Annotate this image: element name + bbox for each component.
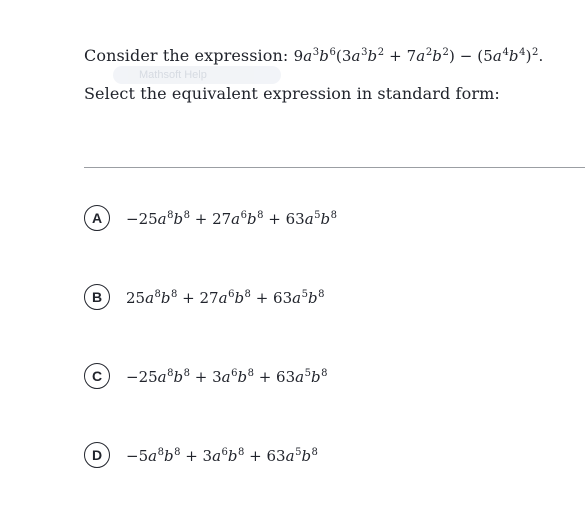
choice-a-badge[interactable]: A [84,205,110,231]
question-expression: $9a^3b^6(3a^3b^2 + 7a^2b^2) - (5a^4b^4)^2$. [293,47,544,65]
choice-c-badge[interactable]: C [84,363,110,389]
choice-d-badge[interactable]: D [84,442,110,468]
question-instruction: Select the equivalent expression in standard form: [84,84,500,103]
choice-d[interactable] [84,442,504,470]
choice-d-expression: $-5a^8b^8 + 3a^6b^8 + 63a^5b^8$ [126,447,318,465]
choice-b[interactable] [84,284,504,312]
choice-a-expression: $-25a^8b^8 + 27a^6b^8 + 63a^5b^8$ [126,210,337,228]
watermark-text: Mathsoft Help [139,69,207,81]
question-intro: Consider the expression: [84,46,289,65]
divider [84,167,585,168]
choice-b-badge[interactable]: B [84,284,110,310]
choice-a[interactable] [84,205,504,233]
choice-b-expression: $25a^8b^8 + 27a^6b^8 + 63a^5b^8$ [126,289,325,307]
question-prompt [84,46,543,65]
choice-c-expression: $-25a^8b^8 + 3a^6b^8 + 63a^5b^8$ [126,368,328,386]
watermark-overlay [113,66,281,84]
choice-c[interactable] [84,363,504,391]
